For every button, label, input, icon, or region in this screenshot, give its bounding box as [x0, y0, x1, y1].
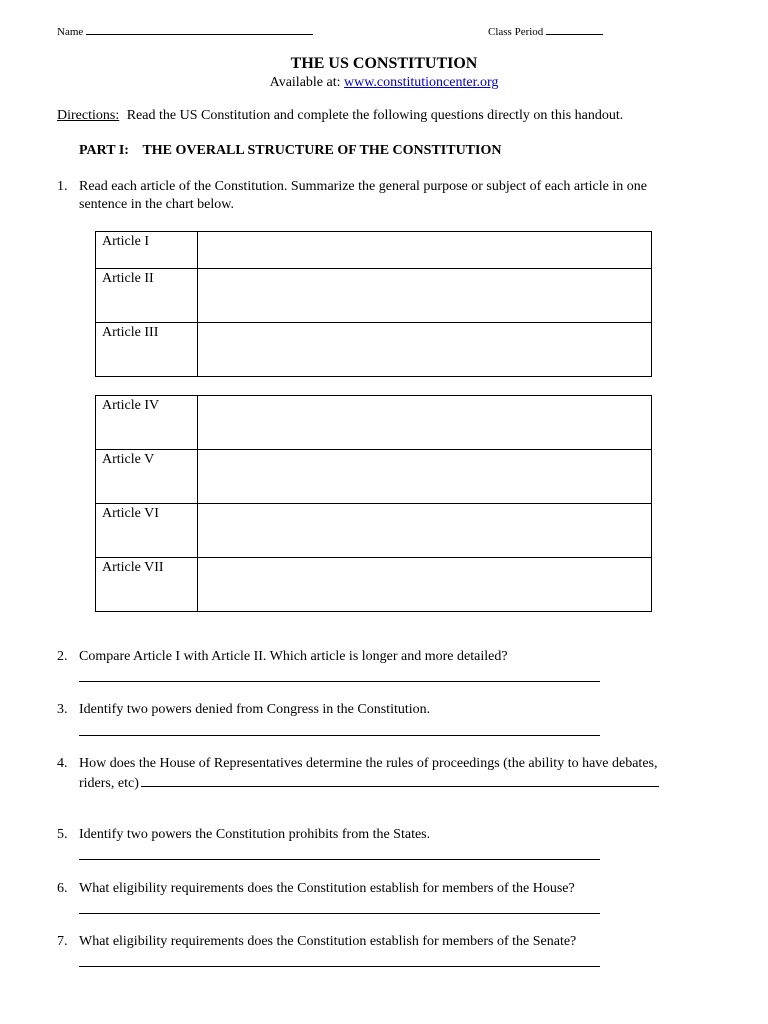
article-summary-cell[interactable] — [198, 396, 652, 450]
table-row — [96, 323, 652, 377]
question-5-text: Identify two powers the Constitution prohibits from the States. — [79, 827, 431, 842]
part-title: THE OVERALL STRUCTURE OF THE CONSTITUTION — [142, 143, 502, 158]
question-1-number: 1. — [57, 179, 68, 194]
table-row — [96, 269, 652, 323]
question-7-number: 7. — [57, 934, 68, 949]
article-label: Article IV — [96, 396, 198, 450]
question-4-number: 4. — [57, 756, 68, 771]
answer-line-7[interactable] — [79, 966, 600, 967]
answer-line-2[interactable] — [79, 681, 600, 682]
answer-line-3[interactable] — [79, 735, 600, 736]
name-field[interactable] — [57, 24, 313, 38]
article-label: Article VII — [96, 558, 198, 612]
question-4-text-line1: How does the House of Representatives determine the rules of proceedings (the ability to have debates, — [79, 756, 658, 771]
question-3-number: 3. — [57, 702, 68, 717]
table-row — [96, 504, 652, 558]
article-summary-cell[interactable] — [198, 232, 652, 269]
table-row — [96, 232, 652, 269]
question-4-text-line2 — [79, 774, 659, 792]
class-period-blank[interactable] — [546, 24, 603, 35]
directions-text: Read the US Constitution and complete the following questions directly on this handout. — [126, 108, 624, 123]
question-3-text: Identify two powers denied from Congress in the Constitution. — [79, 702, 431, 717]
part-number: PART I: — [79, 143, 129, 158]
article-summary-cell[interactable] — [198, 450, 652, 504]
question-5-number: 5. — [57, 827, 68, 842]
question-1-text-line2: sentence in the chart below. — [79, 197, 234, 212]
question-7-text: What eligibility requirements does the Constitution establish for members of the Senate? — [79, 934, 577, 949]
answer-line-4[interactable] — [141, 774, 659, 787]
available-prefix: Available at: — [269, 75, 341, 90]
question-1-text-line1: Read each article of the Constitution. Summarize the general purpose or subject of each article in one — [79, 179, 647, 194]
table-row — [96, 396, 652, 450]
article-summary-cell[interactable] — [198, 558, 652, 612]
article-summary-cell[interactable] — [198, 269, 652, 323]
table-row — [96, 558, 652, 612]
name-label: Name — [57, 26, 84, 38]
answer-line-6[interactable] — [79, 913, 600, 914]
article-chart-2 — [95, 395, 652, 612]
constitution-link[interactable]: www.constitutioncenter.org — [344, 75, 499, 90]
question-4-line2-label: riders, etc) — [79, 776, 139, 791]
article-label: Article VI — [96, 504, 198, 558]
question-6-text: What eligibility requirements does the Constitution establish for members of the House? — [79, 881, 575, 896]
answer-line-5[interactable] — [79, 859, 600, 860]
article-summary-cell[interactable] — [198, 323, 652, 377]
article-chart-1 — [95, 231, 652, 377]
article-summary-cell[interactable] — [198, 504, 652, 558]
available-line — [0, 75, 768, 91]
directions-label: Directions: — [57, 108, 120, 123]
class-period-field[interactable] — [488, 24, 603, 38]
question-6-number: 6. — [57, 881, 68, 896]
article-label: Article II — [96, 269, 198, 323]
table-row — [96, 450, 652, 504]
class-period-label: Class Period — [488, 26, 544, 38]
question-2-number: 2. — [57, 649, 68, 664]
name-blank[interactable] — [86, 24, 313, 35]
article-label: Article V — [96, 450, 198, 504]
article-label: Article I — [96, 232, 198, 269]
directions — [57, 108, 623, 124]
article-label: Article III — [96, 323, 198, 377]
question-2-text: Compare Article I with Article II. Which article is longer and more detailed? — [79, 649, 508, 664]
part-heading — [79, 143, 501, 159]
page-title: THE US CONSTITUTION — [290, 55, 478, 72]
